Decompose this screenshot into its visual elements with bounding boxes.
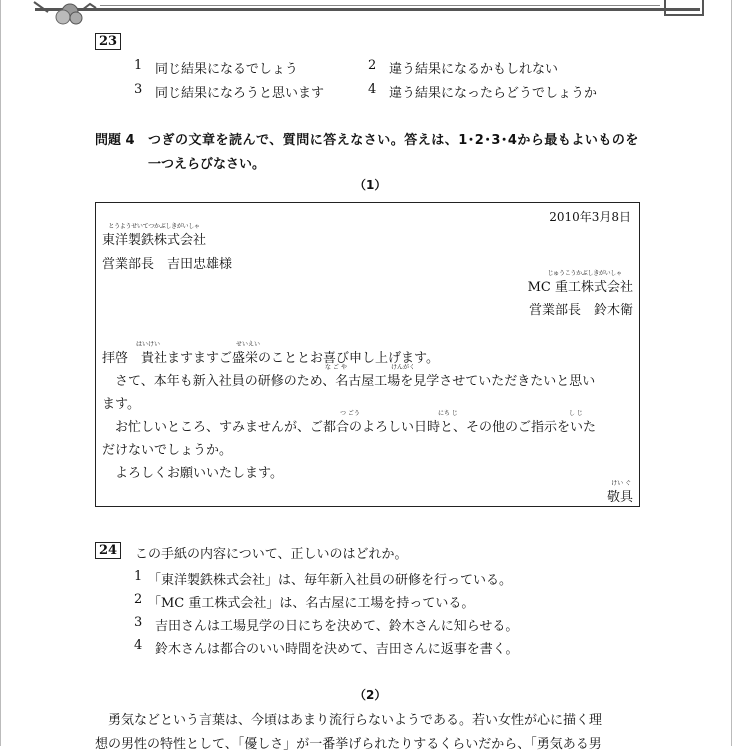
section-1-label: （1） <box>354 178 387 192</box>
q23-option-3-num: 3 <box>134 82 143 97</box>
section-2-line-1: 勇気などという言葉は、今頃はあまり流行らないようである。若い女性が心に描く理 <box>108 713 603 728</box>
ornament-icon <box>30 0 100 26</box>
line4-ruby-nichiji: にち じ <box>438 410 458 417</box>
q23-option-3: 同じ結果になろうと思います <box>155 86 325 101</box>
q23-option-4-num: 4 <box>368 82 377 97</box>
question-number-23: 23 <box>95 33 121 50</box>
closing-ruby: けい ぐ <box>611 480 631 487</box>
q24-option-3-num: 3 <box>134 615 143 630</box>
q23-option-2: 違う結果になるかもしれない <box>389 62 559 77</box>
opening-ruby-seiei: せいえい <box>236 341 261 348</box>
q23-option-4: 違う結果になったらどうでしょうか <box>389 86 598 101</box>
mondai-heading: 問題 4 <box>95 133 135 148</box>
line2-ruby-kengaku: けんがく <box>391 364 416 371</box>
section-2-label: （2） <box>354 688 387 702</box>
header-corner-box <box>664 0 704 16</box>
q23-option-1-num: 1 <box>134 58 143 73</box>
letter-line-5: だけないでしょうか。 <box>102 443 233 458</box>
q24-option-1-num: 1 <box>134 569 143 584</box>
section-2-line-2: 想の男性の特性として、「優しさ」が一番挙げられたりするくらいだから、「勇気ある男 <box>95 737 602 752</box>
letter-line-3: ます。 <box>102 397 140 412</box>
sender-company-ruby: じゅうこうかぶしきがいしゃ <box>547 270 622 277</box>
sender-company <box>527 270 633 295</box>
letter-line-4: お忙しいところ、すみませんが、ご都合のよろしい日時と、その他のご指示をいた <box>115 420 597 435</box>
mondai-instruction-1: つぎの文章を読んで、質問に答えなさい。答えは、1･2･3･4から最もよいものを <box>148 133 639 148</box>
mondai-instruction-2: 一つえらびなさい。 <box>148 157 266 172</box>
q24-option-1: 「東洋製鉄株式会社」は、毎年新入社員の研修を行っている。 <box>148 573 513 588</box>
opening-ruby-haikei: はいけい <box>136 341 161 348</box>
page-edge-left <box>0 0 1 746</box>
letter-opening: 拝啓 貴社ますますご盛栄のこととお喜び申し上げます。 <box>102 351 439 366</box>
q23-option-2-num: 2 <box>368 58 377 73</box>
letter-box <box>95 202 640 507</box>
line4-ruby-shiji: し じ <box>569 410 583 417</box>
letter-line-6: よろしくお願いいたします。 <box>115 466 283 481</box>
line4-ruby-tsugou: つ ごう <box>340 410 360 417</box>
letter-line-2: さて、本年も新入社員の研修のため、名古屋工場を見学させていただきたいと思い <box>115 374 596 389</box>
question-number-24: 24 <box>95 542 121 559</box>
q24-option-2: 「MC 重工株式会社」は、名古屋に工場を持っている。 <box>148 596 475 611</box>
header-inner-line <box>100 0 660 6</box>
q24-option-4-num: 4 <box>134 638 143 653</box>
letter-closing: 敬具 <box>606 490 633 505</box>
q24-question: この手紙の内容について、正しいのはどれか。 <box>135 547 408 562</box>
q24-option-2-num: 2 <box>134 592 143 607</box>
q24-option-3: 吉田さんは工場見学の日にちを決めて、鈴木さんに知らせる。 <box>155 619 519 634</box>
recipient-company <box>102 223 207 248</box>
recipient-company-ruby: とうようせいてつかぶしきがいしゃ <box>108 223 200 230</box>
q24-option-4: 鈴木さんは都合のいい時間を決めて、吉田さんに返事を書く。 <box>155 642 519 657</box>
q23-option-1: 同じ結果になるでしょう <box>155 62 298 77</box>
sender-company-text: MC 重工株式会社 <box>527 280 633 295</box>
letter-date: 2010年3月8日 <box>549 210 631 224</box>
recipient-company-text: 東洋製鉄株式会社 <box>102 233 207 248</box>
sender-person: 営業部長 鈴木衛 <box>528 303 633 318</box>
recipient-person: 営業部長 吉田忠雄様 <box>102 257 233 272</box>
line2-ruby-nagoya: な ご や <box>325 364 347 371</box>
